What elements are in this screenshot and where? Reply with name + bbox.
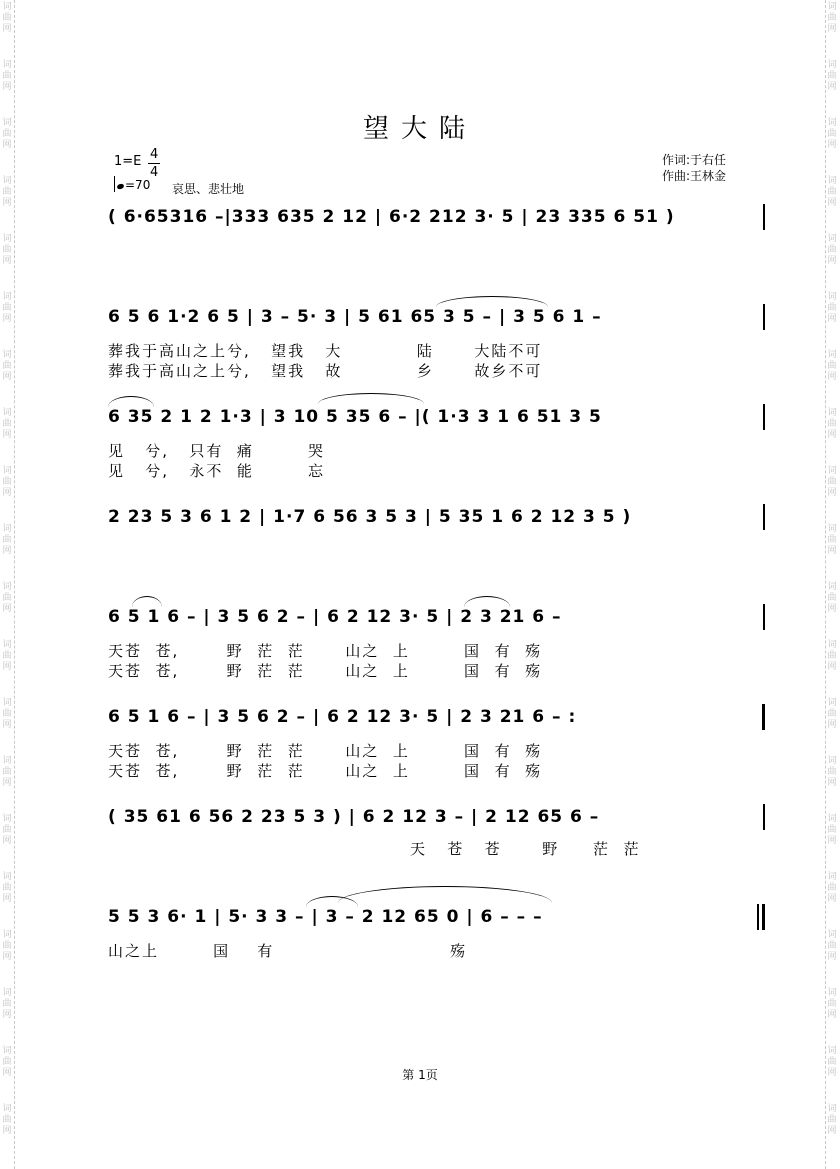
watermark-text: 词 曲 网: [827, 582, 837, 614]
watermark-text: 词 曲 网: [2, 1104, 12, 1136]
lyric-line-6b: 天苍 苍, 野 茫 茫 山之 上 国 有 殇: [108, 762, 543, 780]
repeat-end-barline: [762, 704, 765, 730]
slur: [108, 396, 154, 407]
watermark-text: 词 曲 网: [2, 756, 12, 788]
watermark-text: 词 曲 网: [2, 234, 12, 266]
score-line-5: 6 5 1 6 – | 3 5 6 2 – | 6 2 12 3· 5 | 2 3 21 6 –: [108, 607, 562, 627]
watermark-text: 词 曲 网: [2, 2, 12, 34]
watermark-text: 词 曲 网: [827, 2, 837, 34]
watermark-text: 词 曲 网: [2, 524, 12, 556]
watermark-text: 词 曲 网: [2, 698, 12, 730]
barline: [763, 304, 765, 330]
song-title: 望大陆: [362, 114, 477, 144]
page-number: 第 1页: [402, 1068, 438, 1082]
watermark-text: 词 曲 网: [2, 814, 12, 846]
watermark-text: 词 曲 网: [2, 408, 12, 440]
score-line-8: 5 5 3 6· 1 | 5· 3 3 – | 3 – 2 12 65 0 | 6 – – –: [108, 907, 543, 927]
final-barline-thin: [757, 904, 759, 930]
watermark-text: 词 曲 网: [2, 118, 12, 150]
watermark-text: 词 曲 网: [827, 524, 837, 556]
score-line-7: ( 35 61 6 56 2 23 5 3 ) | 6 2 12 3 – | 2 12 65 6 –: [108, 807, 600, 827]
tie: [338, 886, 552, 903]
watermark-text: 词 曲 网: [2, 988, 12, 1020]
watermark-text: 词 曲 网: [827, 350, 837, 382]
tempo-marking: =70: [114, 176, 150, 192]
watermark-text: 词 曲 网: [827, 60, 837, 92]
lyric-line-2b: 葬我于高山之上兮, 望我 故 乡 故乡不可: [108, 362, 543, 380]
lyric-line-7: 天 苍 苍 野 茫 茫: [410, 840, 641, 858]
watermark-text: 词 曲 网: [827, 292, 837, 324]
time-signature: 4 4: [150, 147, 159, 180]
watermark-text: 词 曲 网: [827, 930, 837, 962]
score-line-2: 6 5 6 1·2 6 5 | 3 – 5· 3 | 5 61 65 3 5 – | 3 5 6 1 –: [108, 307, 602, 327]
slur: [464, 596, 510, 607]
barline: [763, 804, 765, 830]
barline: [763, 404, 765, 430]
watermark-text: 词 曲 网: [827, 988, 837, 1020]
score-line-6: 6 5 1 6 – | 3 5 6 2 – | 6 2 12 3· 5 | 2 3 21 6 – :: [108, 707, 577, 727]
lyric-line-2a: 葬我于高山之上兮, 望我 大 陆 大陆不可: [108, 342, 543, 360]
watermark-text: 词 曲 网: [2, 1046, 12, 1078]
barline: [763, 604, 765, 630]
slur: [318, 393, 424, 404]
lyric-line-5a: 天苍 苍, 野 茫 茫 山之 上 国 有 殇: [108, 642, 543, 660]
watermark-text: 词 曲 网: [2, 292, 12, 324]
watermark-text: 词 曲 网: [827, 1104, 837, 1136]
watermark-text: 词 曲 网: [2, 930, 12, 962]
barline: [763, 204, 765, 230]
slur: [132, 596, 162, 607]
watermark-text: 词 曲 网: [2, 176, 12, 208]
lyric-line-5b: 天苍 苍, 野 茫 茫 山之 上 国 有 殇: [108, 662, 543, 680]
watermark-text: 词 曲 网: [827, 872, 837, 904]
watermark-text: 词 曲 网: [2, 582, 12, 614]
watermark-text: 词 曲 网: [2, 640, 12, 672]
key-signature: 1=E: [114, 154, 142, 169]
lyric-line-3b: 见 兮, 永不 能 忘: [108, 462, 326, 480]
watermark-text: 词 曲 网: [827, 814, 837, 846]
composer-credit: 作曲:王林金: [662, 169, 727, 183]
watermark-text: 词 曲 网: [2, 60, 12, 92]
watermark-text: 词 曲 网: [827, 756, 837, 788]
watermark-text: 词 曲 网: [827, 466, 837, 498]
lyric-line-6a: 天苍 苍, 野 茫 茫 山之 上 国 有 殇: [108, 742, 543, 760]
credits: [662, 152, 726, 184]
watermark-text: 词 曲 网: [827, 640, 837, 672]
slur: [436, 296, 548, 307]
score-line-3: 6 35 2 1 2 1·3 | 3 10 5 35 6 – |( 1·3 3 1 6 51 3 5: [108, 407, 602, 427]
score-line-4: 2 23 5 3 6 1 2 | 1·7 6 56 3 5 3 | 5 35 1 6 2 12 3 5 ): [108, 507, 632, 527]
barline: [763, 504, 765, 530]
watermark-text: 词 曲 网: [2, 466, 12, 498]
watermark-text: 词 曲 网: [827, 234, 837, 266]
watermark-text: 词 曲 网: [827, 1046, 837, 1078]
final-barline-thick: [762, 904, 765, 930]
quarter-note-icon: [114, 176, 115, 192]
watermark-text: 词 曲 网: [827, 408, 837, 440]
watermark-text: 词 曲 网: [827, 118, 837, 150]
lyric-line-8: 山之上 国 有 殇: [108, 942, 468, 960]
score-line-1: ( 6·65316 –|333 635 2 12 | 6·2 212 3· 5 | 23 335 6 51 ): [108, 207, 675, 227]
lyric-line-3a: 见 兮, 只有 痛 哭: [108, 442, 326, 460]
watermark-text: 词 曲 网: [827, 176, 837, 208]
watermark-text: 词 曲 网: [827, 698, 837, 730]
lyricist-credit: 作词:于右任: [662, 153, 727, 167]
watermark-text: 词 曲 网: [2, 872, 12, 904]
watermark-text: 词 曲 网: [2, 350, 12, 382]
expression-marking: 哀思、悲壮地: [172, 182, 245, 196]
